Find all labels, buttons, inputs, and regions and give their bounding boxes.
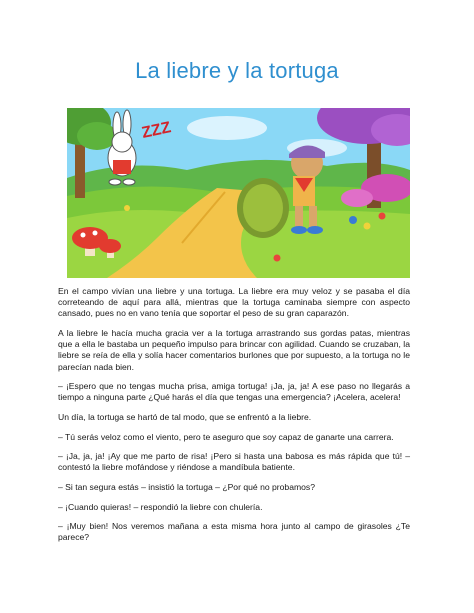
paragraph: En el campo vivían una liebre y una tortuga. La liebre era muy veloz y se pasaba el día correteando de aquí para allá, mientras que la tortuga caminaba siempre con aspecto cansado, pues no en vano tenía que soportar el peso de su gran caparazón. xyxy=(58,286,410,319)
flower xyxy=(274,255,281,262)
paragraph: – ¡Cuando quieras! – respondió la liebre con chulería. xyxy=(58,501,263,512)
sleep-text: ZZZ xyxy=(140,119,173,142)
flower xyxy=(349,216,357,224)
paragraph: – ¡Ja, ja, ja! ¡Ay que me parto de risa! ¡Pero si hasta una babosa es más rápida que tú! – contestó la liebre mofándose y riéndose a mandíbula batiente. xyxy=(58,451,410,473)
flower xyxy=(379,213,386,220)
paragraph: – Tú serás veloz como el viento, pero te aseguro que soy capaz de ganarte una carrera. xyxy=(58,431,394,442)
paragraph: – Si tan segura estás – insistió la tortuga – ¿Por qué no probamos? xyxy=(58,481,316,492)
flower xyxy=(364,223,371,230)
cloud xyxy=(187,116,267,140)
paragraph: Un día, la tortuga se hartó de tal modo, que se enfrentó a la liebre. xyxy=(58,412,312,422)
paragraph: – ¡Muy bien! Nos veremos mañana a esta misma hora junto al campo de girasoles ¿Te parece? xyxy=(58,521,410,543)
document-title: La liebre y la tortuga xyxy=(135,58,339,83)
paragraph: A la liebre le hacía mucha gracia ver a la tortuga arrastrando sus gordas patas, mientras que a ella le bastaba un pequeño impulso para brincar con agilidad. Cuando se cruzaban, la liebre se reía de ella y solía hacer comentarios burlones que por supuesto, a la tortuga no le parecían nada bien. xyxy=(58,328,410,372)
flower xyxy=(124,205,130,211)
story-text xyxy=(58,286,410,552)
story-illustration xyxy=(67,108,410,278)
paragraph: – ¡Espero que no tengas mucha prisa, amiga tortuga! ¡Ja, ja, ja! A ese paso no llegarás a tiempo a ninguna parte ¿Qué harás el día que tengas una emergencia? ¡Acelera, acelera! xyxy=(58,381,410,403)
